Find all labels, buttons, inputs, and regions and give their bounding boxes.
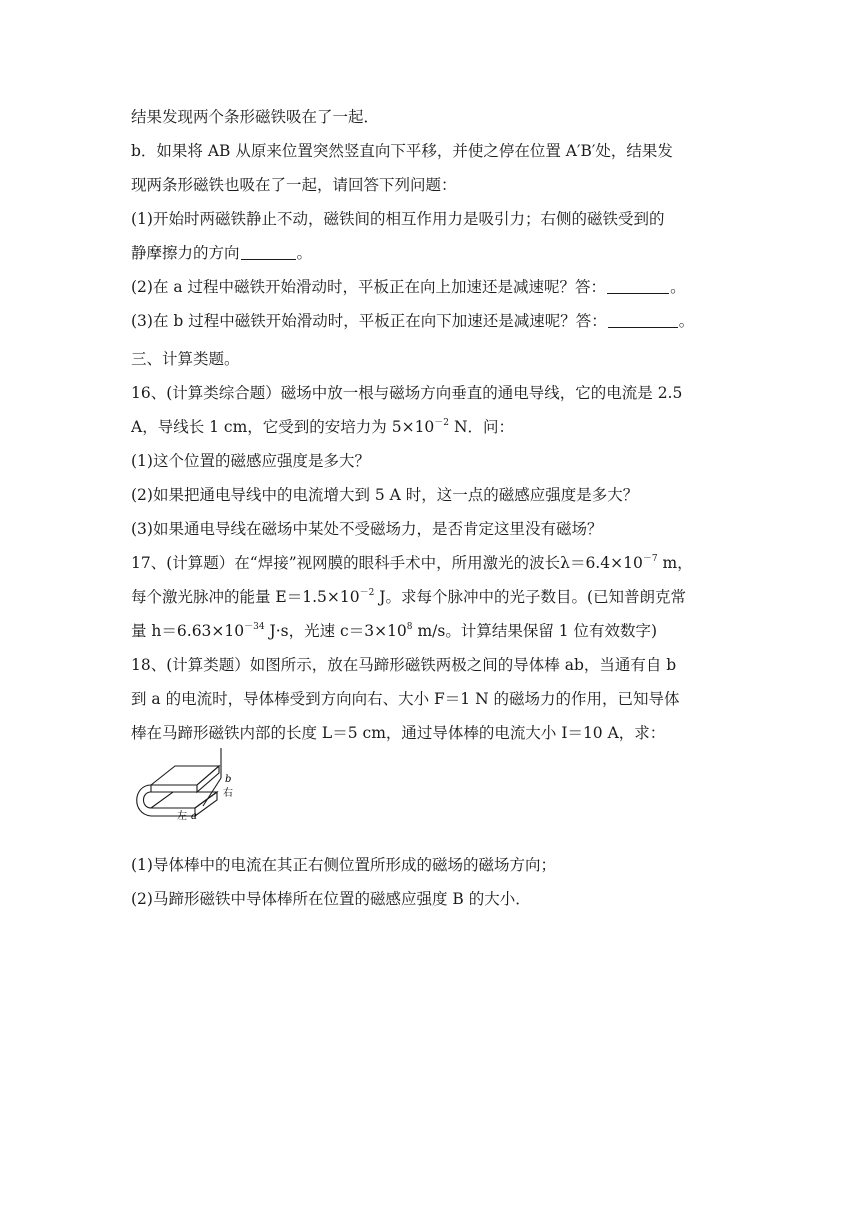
superscript: 8 [406,622,413,632]
text-segment: m， [657,554,693,572]
text-segment: J。求每个脉冲中的光子数目。(已知普朗克常 [374,588,687,606]
text-segment: N．问： [449,418,515,436]
text-segment: 17、(计算题）在“焊接”视网膜的眼科手术中，所用激光的波长λ＝6.4×10 [131,554,643,572]
magnet-bottom-edge [195,792,217,816]
label-right: 右 [223,788,233,799]
superscript: －2 [434,418,450,428]
text-line: 棒在马蹄形磁铁内部的长度 L＝5 cm，通过导体棒的电流大小 I＝10 A，求： [131,724,666,742]
text-line: (1)这个位置的磁感应强度是多大？ [131,452,370,470]
superscript: －2 [359,588,375,598]
text-line: (1)开始时两磁铁静止不动，磁铁间的相互作用力是吸引力；右侧的磁铁受到的 [131,210,665,228]
question-line [131,270,731,304]
text-segment: 。 [678,312,695,330]
text-segment: 量 h＝6.63×10 [131,622,245,640]
text-segment: 。 [670,278,686,296]
text-line: (2)如果把通电导线中的电流增大到 5 A 时，这一点的磁感应强度是多大？ [131,486,639,504]
text-line: b．如果将 AB 从原来位置突然竖直向下平移，并使之停在位置 A′B′处，结果发 [131,142,673,160]
text-line [131,580,731,614]
text-segment: A，导线长 1 cm，它受到的安培力为 5×10 [131,418,435,436]
superscript: －7 [642,554,658,564]
text-segment: 。 [296,244,313,262]
text-line: (3)如果通电导线在磁场中某处不受磁场力，是否肯定这里没有磁场？ [131,520,603,538]
magnet-top-edge [197,766,219,792]
text-line: 16、(计算类综合题）磁场中放一根与磁场方向垂直的通电导线，它的电流是 2.5 [131,384,683,402]
text-segment: (2)在 a 过程中磁铁开始滑动时，平板正在向上加速还是减速呢？答： [131,278,607,296]
question-line [131,304,731,338]
text-line: 现两条形磁铁也吸在了一起，请回答下列问题： [131,176,457,194]
label-a: a [191,811,197,822]
horseshoe-magnet-figure [131,748,241,832]
text-segment: J·s，光速 c＝3×10 [264,622,407,640]
text-segment: m/s。计算结果保留 1 位有效数字) [412,622,658,640]
label-left: 左 [177,811,187,822]
text-line: (2)马蹄形磁铁中导体棒所在位置的磁感应强度 B 的大小． [131,890,531,908]
superscript: －34 [244,622,265,632]
text-segment: (3)在 b 过程中磁铁开始滑动时，平板正在向下加速还是减速呢？答： [131,312,607,330]
section-heading: 三、计算类题。 [131,350,240,368]
answer-blank[interactable] [241,243,296,260]
text-line [131,546,731,580]
label-b: b [225,774,232,785]
text-line: 18、(计算类题）如图所示，放在马蹄形磁铁两极之间的导体棒 ab，当通有自 b [131,656,677,674]
text-line: 结果发现两个条形磁铁吸在了一起． [131,108,380,126]
text-line [131,410,731,444]
magnet-bend-inner [144,792,152,808]
text-segment: 静摩擦力的方向 [131,244,240,262]
text-line [131,614,731,648]
text-line: 到 a 的电流时，导体棒受到方向向右、大小 F＝1 N 的磁场力的作用，已知导体 [131,690,680,708]
text-segment: 每个激光脉冲的能量 E＝1.5×10 [131,588,360,606]
question-line [131,236,731,270]
answer-blank[interactable] [607,277,669,294]
answer-blank[interactable] [608,311,678,328]
text-line: (1)导体棒中的电流在其正右侧位置所形成的磁场的磁场方向； [131,856,556,874]
